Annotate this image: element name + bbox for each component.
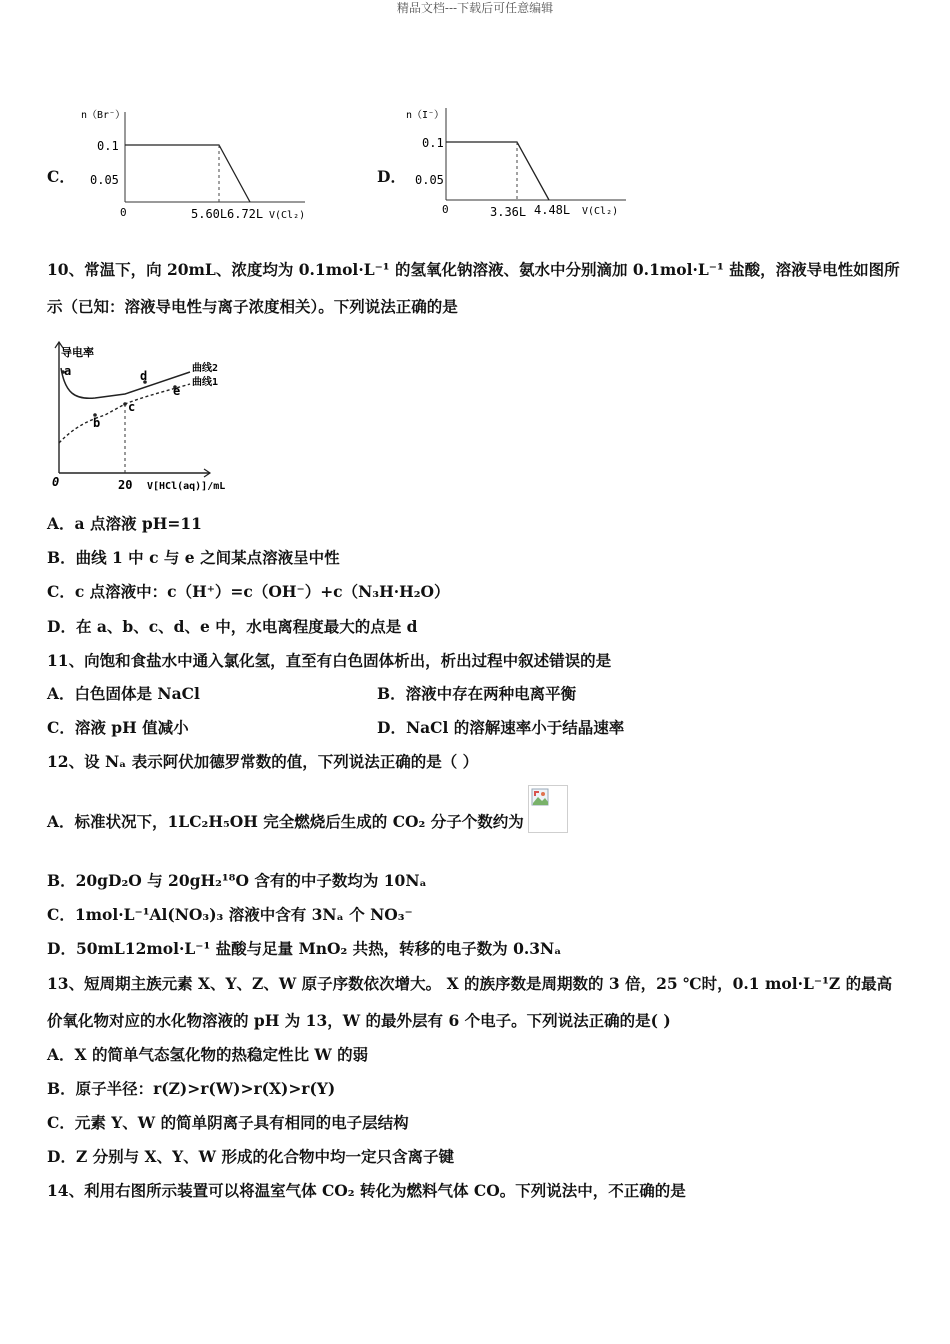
q10-curve2-label: 曲线2 bbox=[192, 363, 219, 374]
q13-stem-line1: 13、短周期主族元素 X、Y、Z、W 原子序数依次增大。 X 的族序数是周期数的 3 倍，25 ℃时，0.1 mol·L⁻¹Z 的最高 bbox=[47, 974, 893, 993]
q10-option-b: B．曲线 1 中 c 与 e 之间某点溶液呈中性 bbox=[47, 548, 340, 567]
q11-option-c: C．溶液 pH 值减小 bbox=[47, 718, 189, 737]
q11-option-b: B．溶液中存在两种电离平衡 bbox=[377, 684, 577, 703]
q10-conductivity-graph bbox=[45, 338, 235, 498]
graph-c-y2: 0.05 bbox=[90, 173, 119, 187]
q12-option-c: C．1mol·L⁻¹Al(NO₃)₃ 溶液中含有 3Nₐ 个 NO₃⁻ bbox=[47, 905, 413, 924]
graph-d bbox=[400, 100, 640, 225]
q12-option-d: D．50mL12mol·L⁻¹ 盐酸与足量 MnO₂ 共热，转移的电子数为 0.3Nₐ bbox=[47, 939, 562, 958]
q10-option-a: A．a 点溶液 pH=11 bbox=[47, 514, 202, 533]
q10-graph-xlabel: V[HCl(aq)]/mL bbox=[147, 481, 226, 492]
q10-option-c: C．c 点溶液中：c（H⁺）=c（OH⁻）+c（N₃H·H₂O） bbox=[47, 582, 450, 601]
graph-c-xlabel: V(Cl₂) bbox=[269, 210, 306, 221]
q13-stem-line2: 价氧化物对应的水化物溶液的 pH 为 13，W 的最外层有 6 个电子。下列说法正确的是( ) bbox=[47, 1011, 671, 1030]
q10-point-b: b bbox=[93, 416, 101, 430]
graph-d-x2: 4.48L bbox=[534, 203, 571, 217]
q10-point-c: c bbox=[128, 400, 136, 414]
q10-point-a: a bbox=[64, 364, 72, 378]
q13-option-d: D．Z 分别与 X、Y、W 形成的化合物中均一定只含离子键 bbox=[47, 1147, 454, 1166]
q11-stem: 11、向饱和食盐水中通入氯化氢，直至有白色固体析出，析出过程中叙述错误的是 bbox=[47, 651, 612, 670]
graph-d-y2: 0.05 bbox=[415, 173, 444, 187]
graph-d-xlabel: V(Cl₂) bbox=[582, 206, 619, 217]
q10-stem-line2: 示（已知：溶液导电性与离子浓度相关）。下列说法正确的是 bbox=[47, 297, 458, 316]
q13-option-b: B．原子半径：r(Z)>r(W)>r(X)>r(Y) bbox=[47, 1079, 336, 1098]
graph-d-ylabel: n（I⁻） bbox=[406, 110, 445, 121]
q12-option-b: B．20gD₂O 与 20gH₂¹⁸O 含有的中子数均为 10Nₐ bbox=[47, 871, 427, 890]
graph-c bbox=[75, 100, 315, 225]
q11-option-d: D．NaCl 的溶解速率小于结晶速率 bbox=[377, 718, 625, 737]
page-header: 精品文档---下载后可任意编辑 bbox=[396, 1, 554, 15]
graph-c-origin: 0 bbox=[120, 206, 127, 219]
q10-point-d: d bbox=[140, 369, 148, 383]
q10-graph-ylabel: 导电率 bbox=[61, 346, 94, 359]
graph-c-x1: 5.60L bbox=[191, 207, 228, 221]
option-c-label: C． bbox=[47, 167, 75, 186]
q10-stem-line1: 10、常温下，向 20mL、浓度均为 0.1mol·L⁻¹ 的氢氧化钠溶液、氨水中分别滴加 0.1mol·L⁻¹ 盐酸，溶液导电性如图所 bbox=[47, 260, 900, 279]
q10-point-e: e bbox=[173, 384, 181, 398]
q10-graph-origin: 0 bbox=[52, 475, 60, 489]
graph-d-y1: 0.1 bbox=[422, 136, 444, 150]
graph-d-origin: 0 bbox=[442, 203, 449, 216]
option-d-label: D． bbox=[377, 167, 406, 186]
q14-stem: 14、利用右图所示装置可以将温室气体 CO₂ 转化为燃料气体 CO。下列说法中，不正确的是 bbox=[47, 1181, 686, 1200]
q12-option-a: A．标准状况下，1LC₂H₅OH 完全燃烧后生成的 CO₂ 分子个数约为 bbox=[47, 812, 524, 831]
q13-option-a: A．X 的简单气态氢化物的热稳定性比 W 的弱 bbox=[47, 1045, 369, 1064]
graph-c-ylabel: n（Br⁻） bbox=[81, 110, 126, 121]
q10-curve1-label: 曲线1 bbox=[192, 377, 219, 388]
graph-c-y1: 0.1 bbox=[97, 139, 119, 153]
q10-option-d: D．在 a、b、c、d、e 中，水电离程度最大的点是 d bbox=[47, 617, 418, 636]
q10-graph-x20: 20 bbox=[118, 478, 133, 492]
q11-option-a: A．白色固体是 NaCl bbox=[47, 684, 200, 703]
broken-image-icon bbox=[528, 785, 568, 833]
q12-stem: 12、设 Nₐ 表示阿伏加德罗常数的值，下列说法正确的是（ ） bbox=[47, 752, 479, 771]
q13-option-c: C．元素 Y、W 的简单阴离子具有相同的电子层结构 bbox=[47, 1113, 409, 1132]
graph-c-x2: 6.72L bbox=[227, 207, 264, 221]
graph-d-x1: 3.36L bbox=[490, 205, 527, 219]
